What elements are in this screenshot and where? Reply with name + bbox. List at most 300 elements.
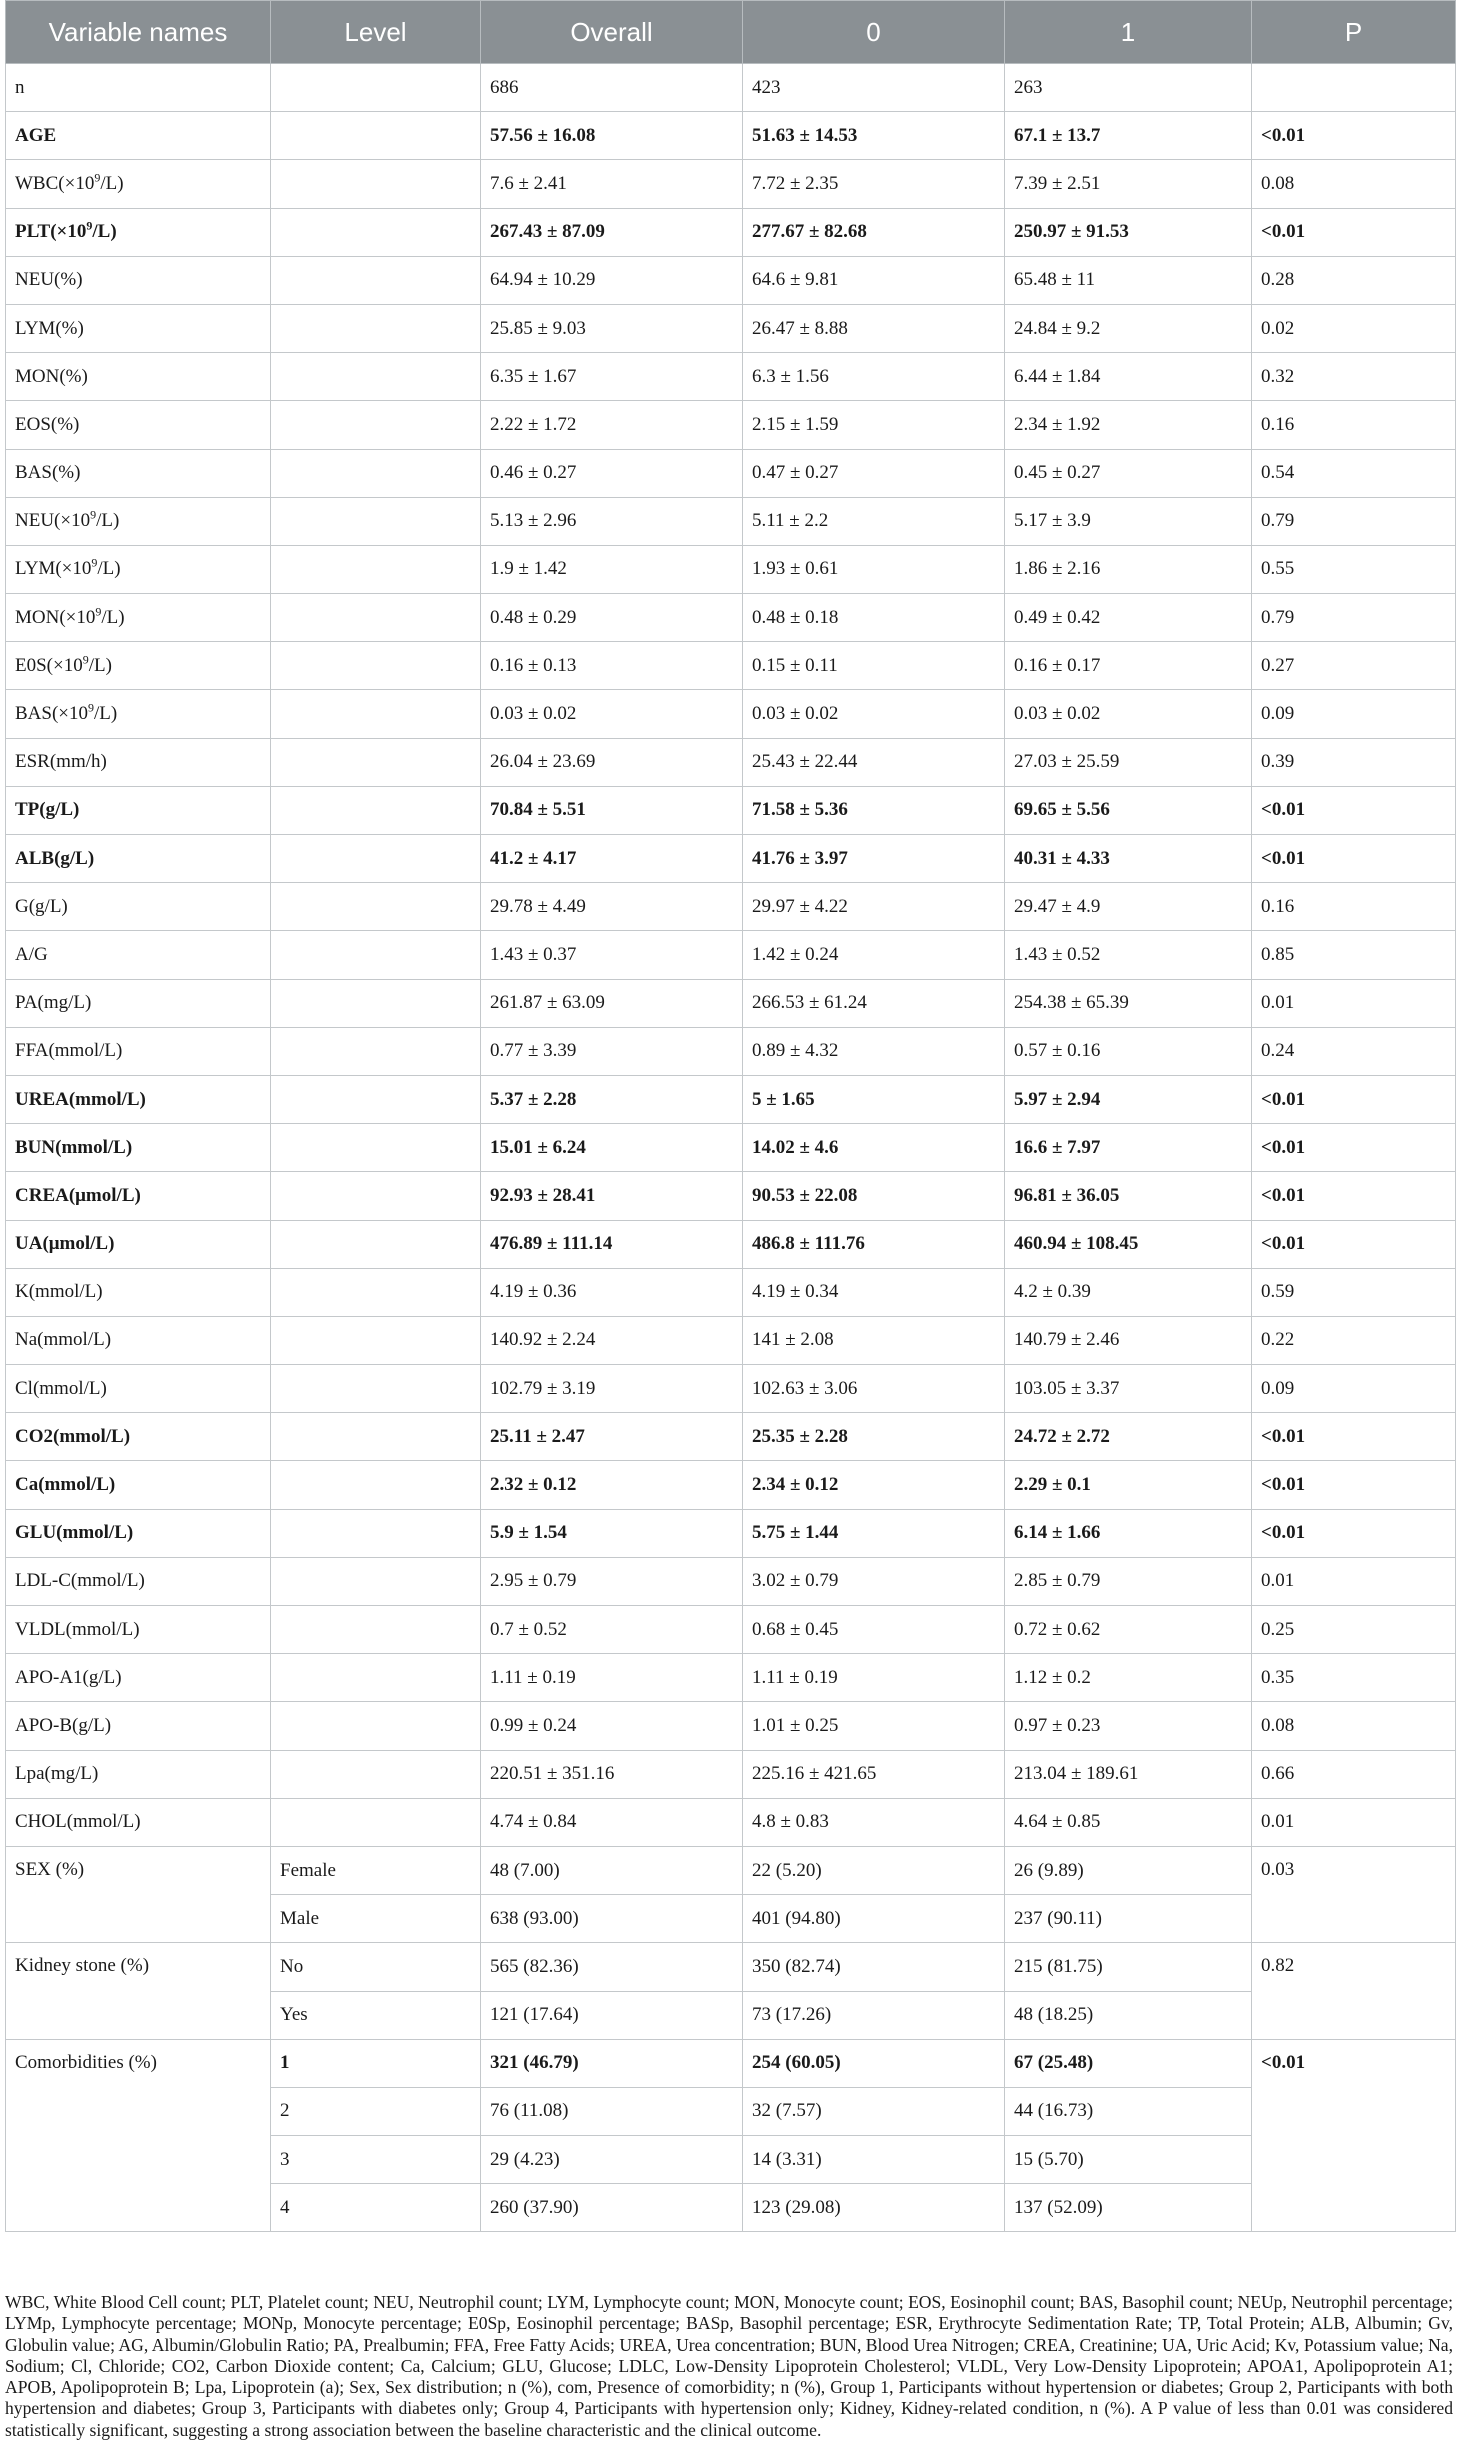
table-row — [6, 1316, 1456, 1364]
level-cell — [271, 208, 481, 256]
level-cell — [271, 401, 481, 449]
overall-value: 1.9 ± 1.42 — [481, 545, 743, 593]
overall-value: 267.43 ± 87.09 — [481, 208, 743, 256]
group-0-value: 71.58 ± 5.36 — [743, 786, 1005, 834]
group-1-value: 0.57 ± 0.16 — [1005, 1027, 1252, 1075]
group-0-value: 0.89 ± 4.32 — [743, 1027, 1005, 1075]
overall-value: 41.2 ± 4.17 — [481, 835, 743, 883]
overall-value: 15.01 ± 6.24 — [481, 1124, 743, 1172]
variable-name-text: WBC(×10 — [15, 172, 95, 194]
overall-value: 5.9 ± 1.54 — [481, 1509, 743, 1557]
table-row — [6, 1509, 1456, 1557]
variable-name: A/G — [6, 931, 271, 979]
level-cell: 3 — [271, 2136, 481, 2184]
p-value: 0.16 — [1252, 883, 1456, 931]
overall-value: 2.95 ± 0.79 — [481, 1557, 743, 1605]
level-cell — [271, 690, 481, 738]
group-0-value: 73 (17.26) — [743, 1991, 1005, 2039]
table-row — [6, 2039, 1456, 2087]
group-1-value: 67.1 ± 13.7 — [1005, 112, 1252, 160]
variable-name: APO-B(g/L) — [6, 1702, 271, 1750]
level-cell — [271, 304, 481, 352]
group-1-value: 1.86 ± 2.16 — [1005, 545, 1252, 593]
table-row — [6, 1124, 1456, 1172]
group-1-value: 2.34 ± 1.92 — [1005, 401, 1252, 449]
group-1-value: 27.03 ± 25.59 — [1005, 738, 1252, 786]
table-row — [6, 1557, 1456, 1605]
p-value: <0.01 — [1252, 1461, 1456, 1509]
group-0-value: 22 (5.20) — [743, 1846, 1005, 1894]
group-0-value: 64.6 ± 9.81 — [743, 256, 1005, 304]
overall-value: 70.84 ± 5.51 — [481, 786, 743, 834]
p-value: 0.28 — [1252, 256, 1456, 304]
overall-value: 102.79 ± 3.19 — [481, 1365, 743, 1413]
overall-value: 26.04 ± 23.69 — [481, 738, 743, 786]
p-value: <0.01 — [1252, 786, 1456, 834]
group-0-value: 423 — [743, 64, 1005, 112]
overall-value: 565 (82.36) — [481, 1943, 743, 1991]
group-0-value: 0.68 ± 0.45 — [743, 1606, 1005, 1654]
group-1-value: 48 (18.25) — [1005, 1991, 1252, 2039]
group-0-value: 90.53 ± 22.08 — [743, 1172, 1005, 1220]
variable-name: BAS(%) — [6, 449, 271, 497]
group-1-value: 213.04 ± 189.61 — [1005, 1750, 1252, 1798]
group-1-value: 6.14 ± 1.66 — [1005, 1509, 1252, 1557]
group-0-value: 0.48 ± 0.18 — [743, 594, 1005, 642]
variable-name-text: PLT(×10 — [15, 221, 87, 243]
variable-name: K(mmol/L) — [6, 1268, 271, 1316]
group-0-value: 1.01 ± 0.25 — [743, 1702, 1005, 1750]
variable-name: TP(g/L) — [6, 786, 271, 834]
p-value — [1252, 64, 1456, 112]
group-0-value: 141 ± 2.08 — [743, 1316, 1005, 1364]
level-cell — [271, 112, 481, 160]
table-row — [6, 1702, 1456, 1750]
variable-name: Comorbidities (%) — [6, 2039, 271, 2232]
table-row — [6, 979, 1456, 1027]
variable-name: n — [6, 64, 271, 112]
variable-name-unit: /L) — [96, 510, 120, 532]
group-1-value: 40.31 ± 4.33 — [1005, 835, 1252, 883]
p-value: 0.55 — [1252, 545, 1456, 593]
p-value: 0.59 — [1252, 1268, 1456, 1316]
table-row — [6, 1268, 1456, 1316]
group-1-value: 0.16 ± 0.17 — [1005, 642, 1252, 690]
variable-name: MON(%) — [6, 353, 271, 401]
table-row — [6, 786, 1456, 834]
level-cell — [271, 835, 481, 883]
p-value: 0.08 — [1252, 160, 1456, 208]
p-value: 0.54 — [1252, 449, 1456, 497]
p-value: 0.03 — [1252, 1846, 1456, 1942]
group-0-value: 2.15 ± 1.59 — [743, 401, 1005, 449]
overall-value: 29 (4.23) — [481, 2136, 743, 2184]
variable-name-exponent: 9 — [94, 170, 101, 185]
overall-value: 0.03 ± 0.02 — [481, 690, 743, 738]
overall-value: 1.11 ± 0.19 — [481, 1654, 743, 1702]
group-0-value: 14 (3.31) — [743, 2136, 1005, 2184]
level-cell — [271, 1702, 481, 1750]
p-value: <0.01 — [1252, 1172, 1456, 1220]
level-cell: 2 — [271, 2087, 481, 2135]
p-value: 0.39 — [1252, 738, 1456, 786]
level-cell — [271, 1557, 481, 1605]
variable-name: CREA(μmol/L) — [6, 1172, 271, 1220]
table-row — [6, 401, 1456, 449]
level-cell — [271, 1220, 481, 1268]
group-0-value: 3.02 ± 0.79 — [743, 1557, 1005, 1605]
variable-name-exponent: 9 — [82, 652, 89, 667]
group-0-value: 1.11 ± 0.19 — [743, 1654, 1005, 1702]
variable-name: Ca(mmol/L) — [6, 1461, 271, 1509]
group-1-value: 69.65 ± 5.56 — [1005, 786, 1252, 834]
p-value: 0.79 — [1252, 594, 1456, 642]
group-1-value: 44 (16.73) — [1005, 2087, 1252, 2135]
overall-value: 260 (37.90) — [481, 2184, 743, 2232]
variable-name: UA(μmol/L) — [6, 1220, 271, 1268]
table-row — [6, 208, 1456, 256]
variable-name — [6, 642, 271, 690]
group-1-value: 5.17 ± 3.9 — [1005, 497, 1252, 545]
group-0-value: 29.97 ± 4.22 — [743, 883, 1005, 931]
overall-value: 57.56 ± 16.08 — [481, 112, 743, 160]
p-value: <0.01 — [1252, 2039, 1456, 2232]
group-1-value: 24.84 ± 9.2 — [1005, 304, 1252, 352]
group-0-value: 350 (82.74) — [743, 1943, 1005, 1991]
p-value: 0.16 — [1252, 401, 1456, 449]
level-cell — [271, 1027, 481, 1075]
group-1-value: 215 (81.75) — [1005, 1943, 1252, 1991]
p-value: 0.09 — [1252, 1365, 1456, 1413]
overall-value: 64.94 ± 10.29 — [481, 256, 743, 304]
variable-name: LYM(%) — [6, 304, 271, 352]
level-cell — [271, 1268, 481, 1316]
group-0-value: 32 (7.57) — [743, 2087, 1005, 2135]
variable-name-text: E0S(×10 — [15, 654, 83, 676]
overall-value: 638 (93.00) — [481, 1895, 743, 1943]
baseline-characteristics-table — [5, 0, 1456, 2232]
overall-value: 220.51 ± 351.16 — [481, 1750, 743, 1798]
group-1-value: 65.48 ± 11 — [1005, 256, 1252, 304]
p-value: 0.22 — [1252, 1316, 1456, 1364]
header-overall: Overall — [481, 1, 743, 64]
variable-name — [6, 594, 271, 642]
variable-name-text: NEU(×10 — [15, 510, 91, 532]
group-1-value: 7.39 ± 2.51 — [1005, 160, 1252, 208]
table-row — [6, 1461, 1456, 1509]
level-cell — [271, 1750, 481, 1798]
variable-name-text: LYM(×10 — [15, 558, 92, 580]
table-row — [6, 1750, 1456, 1798]
table-row — [6, 1654, 1456, 1702]
overall-value: 4.74 ± 0.84 — [481, 1798, 743, 1846]
header-p-value: P — [1252, 1, 1456, 64]
p-value: 0.85 — [1252, 931, 1456, 979]
group-1-value: 2.29 ± 0.1 — [1005, 1461, 1252, 1509]
group-0-value: 123 (29.08) — [743, 2184, 1005, 2232]
group-1-value: 16.6 ± 7.97 — [1005, 1124, 1252, 1172]
overall-value: 476.89 ± 111.14 — [481, 1220, 743, 1268]
variable-name — [6, 690, 271, 738]
variable-name: AGE — [6, 112, 271, 160]
level-cell — [271, 1461, 481, 1509]
p-value: 0.09 — [1252, 690, 1456, 738]
table-row — [6, 1220, 1456, 1268]
table-row — [6, 497, 1456, 545]
group-1-value: 4.2 ± 0.39 — [1005, 1268, 1252, 1316]
group-1-value: 1.12 ± 0.2 — [1005, 1654, 1252, 1702]
group-0-value: 25.43 ± 22.44 — [743, 738, 1005, 786]
table-body — [6, 64, 1456, 2232]
table-row — [6, 1172, 1456, 1220]
group-0-value: 4.8 ± 0.83 — [743, 1798, 1005, 1846]
level-cell: Female — [271, 1846, 481, 1894]
overall-value: 92.93 ± 28.41 — [481, 1172, 743, 1220]
group-1-value: 96.81 ± 36.05 — [1005, 1172, 1252, 1220]
table-row — [6, 160, 1456, 208]
header-variable-names: Variable names — [6, 1, 271, 64]
p-value: <0.01 — [1252, 835, 1456, 883]
variable-name-exponent: 9 — [86, 218, 93, 233]
group-0-value: 6.3 ± 1.56 — [743, 353, 1005, 401]
group-1-value: 137 (52.09) — [1005, 2184, 1252, 2232]
variable-name: G(g/L) — [6, 883, 271, 931]
table-row — [6, 545, 1456, 593]
variable-name-unit: /L) — [94, 703, 118, 725]
group-0-value: 254 (60.05) — [743, 2039, 1005, 2087]
table-row — [6, 1846, 1456, 1894]
p-value: <0.01 — [1252, 1075, 1456, 1123]
variable-name — [6, 497, 271, 545]
overall-value: 2.22 ± 1.72 — [481, 401, 743, 449]
group-0-value: 14.02 ± 4.6 — [743, 1124, 1005, 1172]
group-0-value: 225.16 ± 421.65 — [743, 1750, 1005, 1798]
overall-value: 0.99 ± 0.24 — [481, 1702, 743, 1750]
level-cell: 1 — [271, 2039, 481, 2087]
group-0-value: 1.93 ± 0.61 — [743, 545, 1005, 593]
overall-value: 7.6 ± 2.41 — [481, 160, 743, 208]
group-1-value: 24.72 ± 2.72 — [1005, 1413, 1252, 1461]
p-value: 0.01 — [1252, 1798, 1456, 1846]
variable-name: Cl(mmol/L) — [6, 1365, 271, 1413]
variable-name: ALB(g/L) — [6, 835, 271, 883]
variable-name: UREA(mmol/L) — [6, 1075, 271, 1123]
p-value: 0.79 — [1252, 497, 1456, 545]
group-1-value: 67 (25.48) — [1005, 2039, 1252, 2087]
variable-name-unit: /L) — [92, 221, 117, 243]
group-0-value: 486.8 ± 111.76 — [743, 1220, 1005, 1268]
level-cell — [271, 449, 481, 497]
table-row — [6, 449, 1456, 497]
group-0-value: 102.63 ± 3.06 — [743, 1365, 1005, 1413]
variable-name: EOS(%) — [6, 401, 271, 449]
group-0-value: 1.42 ± 0.24 — [743, 931, 1005, 979]
level-cell — [271, 256, 481, 304]
variable-name: APO-A1(g/L) — [6, 1654, 271, 1702]
p-value: 0.02 — [1252, 304, 1456, 352]
variable-name-exponent: 9 — [91, 556, 98, 571]
group-1-value: 29.47 ± 4.9 — [1005, 883, 1252, 931]
level-cell: 4 — [271, 2184, 481, 2232]
overall-value: 261.87 ± 63.09 — [481, 979, 743, 1027]
overall-value: 6.35 ± 1.67 — [481, 353, 743, 401]
level-cell — [271, 1798, 481, 1846]
level-cell: No — [271, 1943, 481, 1991]
table-footnote: WBC, White Blood Cell count; PLT, Platelet count; NEU, Neutrophil count; LYM, Lymphocyte count; MON, Monocyte count; EOS, Eosinophil count; BAS, Basophil count; NEUp, Neutrophil percentage; LYMp, Lymphocyte percentage; MONp, Monocyte percentage; E0Sp, Eosinophil percentage; BASp, Basophil percentage; ESR, Erythrocyte Sedimentation Rate; TP, Total Protein; ALB, Albumin; Gv, Globulin value; AG, Albumin/Globulin Ratio; PA, Prealbumin; FFA, Free Fatty Acids; UREA, Urea concentration; BUN, Blood Urea Nitrogen; CREA, Creatinine; UA, Uric Acid; Kv, Potassium value; Na, Sodium; Cl, Chloride; CO2, Carbon Dioxide content; Ca, Calcium; GLU, Glucose; LDLC, Low-Density Lipoprotein Cholesterol; VLDL, Very Low-Density Lipoprotein; APOA1, Apolipoprotein A1; APOB, Apolipoprotein B; Lpa, Lipoprotein (a); Sex, Sex distribution; n (%), com, Presence of comorbidity; n (%), Group 1, Participants without hypertension or diabetes; Group 2, Participants with both hypertension and diabetes; Group 3, Participants with diabetes only; Group 4, Participants with hypertension only; Kidney, Kidney-related condition, n (%). A P value of less than 0.01 was considered statistically significant, suggesting a strong association between the baseline characteristic and the clinical outcome. — [5, 2292, 1453, 2440]
variable-name — [6, 160, 271, 208]
table-row — [6, 1365, 1456, 1413]
table-row — [6, 594, 1456, 642]
variable-name: BUN(mmol/L) — [6, 1124, 271, 1172]
table-row — [6, 883, 1456, 931]
group-0-value: 25.35 ± 2.28 — [743, 1413, 1005, 1461]
level-cell — [271, 738, 481, 786]
p-value: <0.01 — [1252, 1220, 1456, 1268]
variable-name-unit: /L) — [97, 558, 121, 580]
overall-value: 686 — [481, 64, 743, 112]
group-1-value: 0.45 ± 0.27 — [1005, 449, 1252, 497]
group-0-value: 277.67 ± 82.68 — [743, 208, 1005, 256]
variable-name-unit: /L) — [101, 606, 125, 628]
p-value: 0.27 — [1252, 642, 1456, 690]
group-1-value: 237 (90.11) — [1005, 1895, 1252, 1943]
group-0-value: 0.03 ± 0.02 — [743, 690, 1005, 738]
table-row — [6, 1027, 1456, 1075]
level-cell — [271, 979, 481, 1027]
table-row — [6, 64, 1456, 112]
p-value: 0.08 — [1252, 1702, 1456, 1750]
level-cell — [271, 1654, 481, 1702]
group-1-value: 0.03 ± 0.02 — [1005, 690, 1252, 738]
variable-name — [6, 208, 271, 256]
table-row — [6, 1798, 1456, 1846]
group-1-value: 2.85 ± 0.79 — [1005, 1557, 1252, 1605]
group-1-value: 26 (9.89) — [1005, 1846, 1252, 1894]
variable-name-exponent: 9 — [90, 507, 97, 522]
overall-value: 76 (11.08) — [481, 2087, 743, 2135]
p-value: 0.32 — [1252, 353, 1456, 401]
overall-value: 5.13 ± 2.96 — [481, 497, 743, 545]
variable-name-text: MON(×10 — [15, 606, 96, 628]
overall-value: 4.19 ± 0.36 — [481, 1268, 743, 1316]
level-cell — [271, 1075, 481, 1123]
overall-value: 0.46 ± 0.27 — [481, 449, 743, 497]
overall-value: 25.85 ± 9.03 — [481, 304, 743, 352]
overall-value: 29.78 ± 4.49 — [481, 883, 743, 931]
group-1-value: 140.79 ± 2.46 — [1005, 1316, 1252, 1364]
group-0-value: 266.53 ± 61.24 — [743, 979, 1005, 1027]
group-1-value: 254.38 ± 65.39 — [1005, 979, 1252, 1027]
table-row — [6, 835, 1456, 883]
group-0-value: 41.76 ± 3.97 — [743, 835, 1005, 883]
variable-name: VLDL(mmol/L) — [6, 1606, 271, 1654]
group-0-value: 4.19 ± 0.34 — [743, 1268, 1005, 1316]
group-1-value: 250.97 ± 91.53 — [1005, 208, 1252, 256]
variable-name-unit: /L) — [88, 654, 112, 676]
level-cell — [271, 1365, 481, 1413]
table-row — [6, 738, 1456, 786]
p-value: 0.25 — [1252, 1606, 1456, 1654]
variable-name-text: BAS(×10 — [15, 703, 89, 725]
table-row — [6, 931, 1456, 979]
variable-name: Lpa(mg/L) — [6, 1750, 271, 1798]
level-cell — [271, 1509, 481, 1557]
overall-value: 0.16 ± 0.13 — [481, 642, 743, 690]
group-1-value: 0.97 ± 0.23 — [1005, 1702, 1252, 1750]
p-value: <0.01 — [1252, 1413, 1456, 1461]
group-1-value: 1.43 ± 0.52 — [1005, 931, 1252, 979]
group-0-value: 401 (94.80) — [743, 1895, 1005, 1943]
variable-name: NEU(%) — [6, 256, 271, 304]
variable-name: CHOL(mmol/L) — [6, 1798, 271, 1846]
table-row — [6, 1943, 1456, 1991]
header-group-0: 0 — [743, 1, 1005, 64]
variable-name-exponent: 9 — [95, 604, 102, 619]
level-cell — [271, 642, 481, 690]
overall-value: 25.11 ± 2.47 — [481, 1413, 743, 1461]
level-cell — [271, 883, 481, 931]
overall-value: 5.37 ± 2.28 — [481, 1075, 743, 1123]
p-value: <0.01 — [1252, 1124, 1456, 1172]
group-1-value: 15 (5.70) — [1005, 2136, 1252, 2184]
overall-value: 2.32 ± 0.12 — [481, 1461, 743, 1509]
variable-name: SEX (%) — [6, 1846, 271, 1942]
table-row — [6, 112, 1456, 160]
group-0-value: 26.47 ± 8.88 — [743, 304, 1005, 352]
variable-name: GLU(mmol/L) — [6, 1509, 271, 1557]
p-value: 0.66 — [1252, 1750, 1456, 1798]
table-row — [6, 353, 1456, 401]
level-cell — [271, 497, 481, 545]
table-row — [6, 256, 1456, 304]
table-row — [6, 1413, 1456, 1461]
p-value: 0.82 — [1252, 1943, 1456, 2039]
variable-name: Na(mmol/L) — [6, 1316, 271, 1364]
variable-name: PA(mg/L) — [6, 979, 271, 1027]
level-cell — [271, 160, 481, 208]
level-cell — [271, 64, 481, 112]
variable-name-unit: /L) — [100, 172, 124, 194]
group-0-value: 5.75 ± 1.44 — [743, 1509, 1005, 1557]
p-value: 0.35 — [1252, 1654, 1456, 1702]
group-1-value: 5.97 ± 2.94 — [1005, 1075, 1252, 1123]
group-0-value: 0.47 ± 0.27 — [743, 449, 1005, 497]
variable-name — [6, 545, 271, 593]
level-cell — [271, 545, 481, 593]
group-1-value: 6.44 ± 1.84 — [1005, 353, 1252, 401]
level-cell — [271, 1606, 481, 1654]
variable-name: CO2(mmol/L) — [6, 1413, 271, 1461]
variable-name: Kidney stone (%) — [6, 1943, 271, 2039]
p-value: <0.01 — [1252, 208, 1456, 256]
variable-name-exponent: 9 — [88, 700, 95, 715]
level-cell — [271, 1172, 481, 1220]
overall-value: 121 (17.64) — [481, 1991, 743, 2039]
p-value: <0.01 — [1252, 112, 1456, 160]
overall-value: 0.7 ± 0.52 — [481, 1606, 743, 1654]
variable-name: ESR(mm/h) — [6, 738, 271, 786]
group-1-value: 460.94 ± 108.45 — [1005, 1220, 1252, 1268]
table-row — [6, 690, 1456, 738]
table-header-row — [6, 1, 1456, 64]
variable-name: LDL-C(mmol/L) — [6, 1557, 271, 1605]
header-level: Level — [271, 1, 481, 64]
level-cell — [271, 1316, 481, 1364]
level-cell — [271, 594, 481, 642]
table-row — [6, 1606, 1456, 1654]
p-value: 0.01 — [1252, 1557, 1456, 1605]
group-0-value: 5.11 ± 2.2 — [743, 497, 1005, 545]
